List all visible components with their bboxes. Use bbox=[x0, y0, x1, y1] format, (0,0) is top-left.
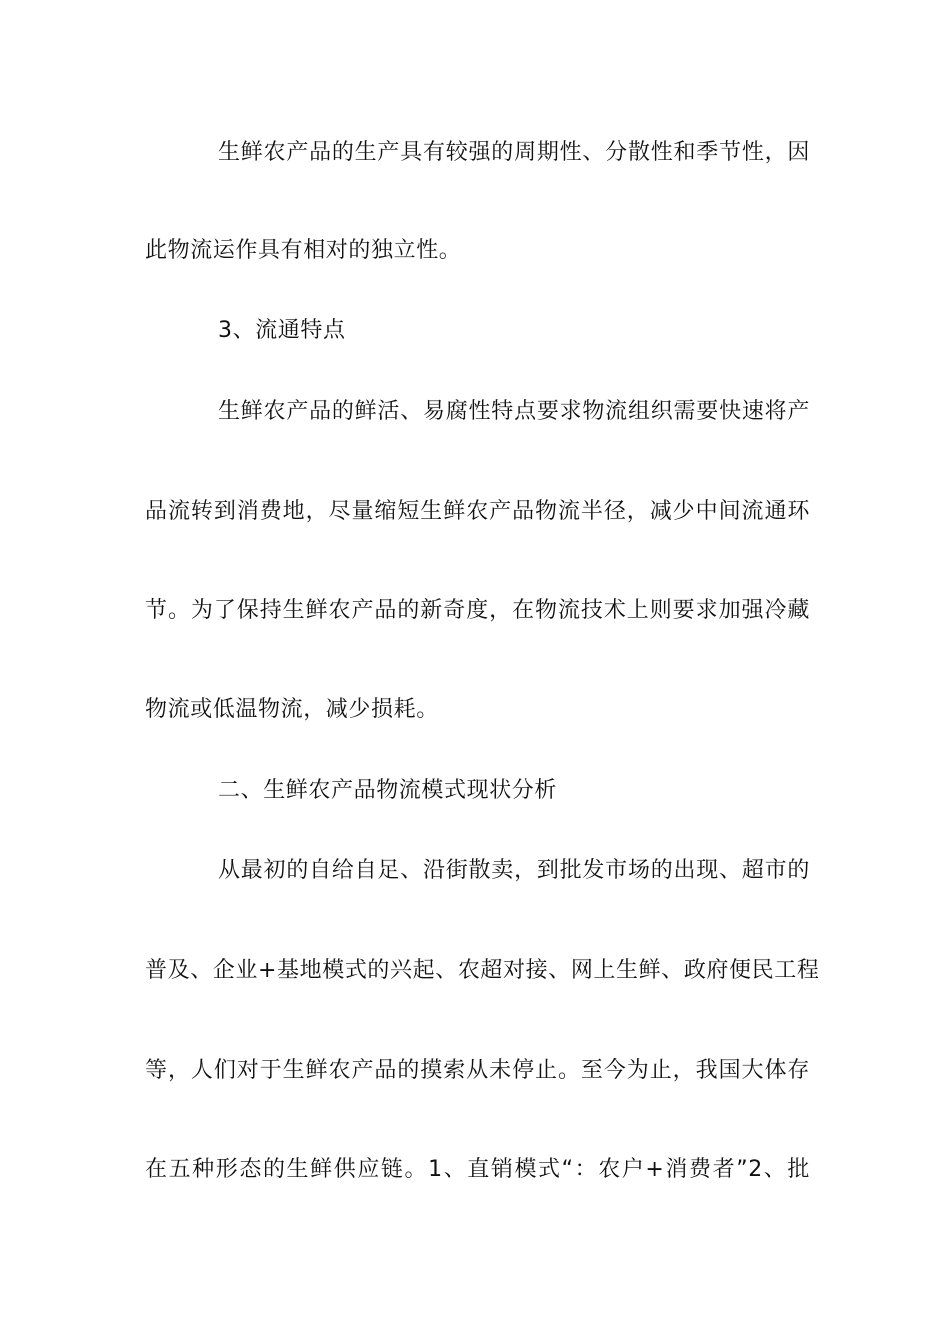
paragraph-line-1: 生鲜农产品的生产具有较强的周期性、分散性和季节性，因 bbox=[218, 140, 810, 165]
paragraph-line-5: 节。为了保持生鲜农产品的新奇度，在物流技术上则要求加强冷藏 bbox=[145, 598, 810, 623]
paragraph-line-2: 此物流运作具有相对的独立性。 bbox=[145, 238, 462, 263]
section-heading-analysis: 二、生鲜农产品物流模式现状分析 bbox=[218, 778, 558, 803]
paragraph-line-8: 普及、企业+基地模式的兴起、农超对接、网上生鲜、政府便民工程 bbox=[145, 958, 820, 983]
paragraph-line-4: 品流转到消费地，尽量缩短生鲜农产品物流半径，减少中间流通环 bbox=[145, 499, 810, 524]
paragraph-line-7: 从最初的自给自足、沿街散卖，到批发市场的出现、超市的 bbox=[218, 858, 810, 883]
paragraph-line-9: 等，人们对于生鲜农产品的摸索从未停止。至今为止，我国大体存 bbox=[145, 1058, 810, 1083]
section-heading-circulation: 3、流通特点 bbox=[218, 318, 346, 343]
paragraph-line-10: 在五种形态的生鲜供应链。1、直销模式“：农户+消费者”2、批 bbox=[145, 1157, 810, 1182]
paragraph-line-3: 生鲜农产品的鲜活、易腐性特点要求物流组织需要快速将产 bbox=[218, 399, 810, 424]
paragraph-line-6: 物流或低温物流，减少损耗。 bbox=[145, 697, 439, 722]
